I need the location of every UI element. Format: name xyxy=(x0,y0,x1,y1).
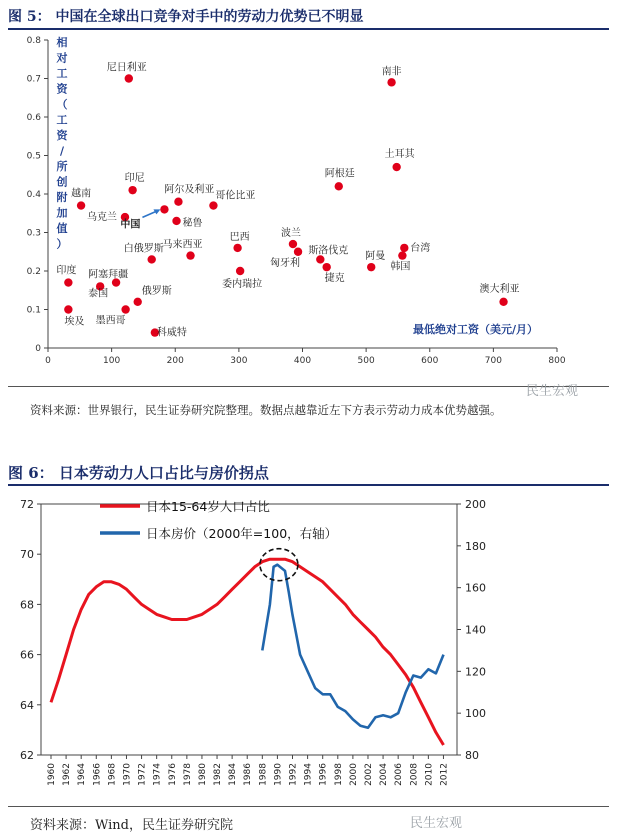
scatter-point xyxy=(294,248,302,256)
scatter-point-label: 印度 xyxy=(56,265,77,277)
x-tick-label: 2000 xyxy=(348,763,359,786)
right-y-tick-label: 180 xyxy=(465,539,486,553)
series-line-labor-share xyxy=(51,559,444,745)
x-tick-label: 2004 xyxy=(379,763,390,786)
figure-5-title: 图 5： 中国在全球出口竞争对手中的劳动力优势已不明显 xyxy=(8,9,364,25)
scatter-point xyxy=(316,255,324,263)
figure-6-title: 图 6： 日本劳动力人口占比与房价拐点 xyxy=(8,464,269,482)
x-tick-label: 2010 xyxy=(424,763,435,786)
scatter-point xyxy=(499,298,507,306)
scatter-x-tick-label: 800 xyxy=(548,356,566,366)
scatter-point-label: 科威特 xyxy=(156,327,187,339)
x-tick-label: 1982 xyxy=(213,763,224,786)
scatter-point xyxy=(186,251,194,259)
scatter-x-tick-label: 200 xyxy=(166,356,184,366)
scatter-ylabel-char: 值 xyxy=(56,222,68,235)
scatter-point xyxy=(77,201,85,209)
x-tick-label: 1996 xyxy=(318,763,329,786)
figure-6-watermark: 民生宏观 xyxy=(410,816,463,831)
scatter-point-label: 白俄罗斯 xyxy=(123,243,164,255)
scatter-x-tick-label: 300 xyxy=(230,356,248,366)
right-y-tick-label: 200 xyxy=(465,498,486,511)
left-y-tick-label: 66 xyxy=(20,648,34,662)
left-y-tick-label: 70 xyxy=(20,548,34,562)
scatter-x-tick-label: 400 xyxy=(293,356,312,366)
scatter-ylabel-char: ） xyxy=(56,237,68,251)
line-chart xyxy=(0,486,617,826)
x-tick-label: 1980 xyxy=(197,763,208,786)
scatter-point-label: 马来西亚 xyxy=(162,239,203,251)
scatter-ylabel-char: 加 xyxy=(56,206,68,220)
x-tick-label: 1962 xyxy=(62,763,73,786)
scatter-point xyxy=(121,305,129,313)
scatter-point-label: 台湾 xyxy=(410,242,431,254)
figure-5-watermark: 民生宏观 xyxy=(526,384,579,399)
scatter-x-tick-label: 500 xyxy=(357,356,375,366)
figure-5-bottom-rule xyxy=(8,386,609,387)
scatter-point xyxy=(64,278,72,286)
scatter-y-tick-label: 0.4 xyxy=(26,190,41,200)
scatter-ylabel-char: 对 xyxy=(56,51,68,65)
scatter-point xyxy=(148,255,156,263)
scatter-point-label: 南非 xyxy=(381,66,402,78)
right-y-tick-label: 100 xyxy=(465,707,486,721)
scatter-point-label: 俄罗斯 xyxy=(141,285,172,297)
left-y-tick-label: 64 xyxy=(20,698,34,712)
figure-6 xyxy=(0,440,617,834)
scatter-point-label: 捷克 xyxy=(324,273,345,285)
scatter-point xyxy=(209,201,217,209)
x-tick-label: 1986 xyxy=(243,763,254,786)
scatter-point-label: 印尼 xyxy=(124,173,145,185)
scatter-point-label: 哥伦比亚 xyxy=(215,190,256,202)
scatter-point-label: 乌克兰 xyxy=(86,212,117,224)
scatter-point-label: 匈牙利 xyxy=(270,257,301,269)
left-y-tick-label: 72 xyxy=(20,498,34,511)
right-y-tick-label: 140 xyxy=(465,623,486,637)
x-tick-label: 1966 xyxy=(92,763,103,786)
scatter-ylabel-char: 资 xyxy=(56,82,68,96)
scatter-x-tick-label: 700 xyxy=(484,356,502,366)
scatter-point-label: 埃及 xyxy=(64,316,85,328)
scatter-chart xyxy=(0,30,617,400)
x-tick-label: 1988 xyxy=(258,763,269,786)
x-tick-label: 1994 xyxy=(303,763,314,786)
scatter-x-tick-label: 0 xyxy=(45,356,51,366)
x-tick-label: 1964 xyxy=(77,763,88,786)
scatter-ylabel xyxy=(56,35,69,251)
scatter-y-tick-label: 0.6 xyxy=(26,113,41,123)
scatter-point-label: 巴西 xyxy=(229,231,250,243)
scatter-point-label: 土耳其 xyxy=(384,149,415,161)
legend-label: 日本房价（2000年=100，右轴） xyxy=(146,526,338,541)
scatter-point xyxy=(134,298,142,306)
scatter-ylabel-char: / xyxy=(59,144,65,158)
scatter-point-label: 斯洛伐克 xyxy=(308,245,349,257)
scatter-point-label: 秘鲁 xyxy=(182,217,203,229)
scatter-point-label: 越南 xyxy=(71,188,92,200)
x-tick-label: 1968 xyxy=(107,763,118,786)
scatter-point xyxy=(174,198,182,206)
scatter-ylabel-char: 工 xyxy=(56,113,68,127)
x-tick-label: 2012 xyxy=(439,763,450,786)
scatter-y-tick-label: 0.5 xyxy=(26,151,41,162)
scatter-ylabel-char: 创 xyxy=(56,175,68,189)
x-tick-label: 2002 xyxy=(363,763,374,786)
x-tick-label: 1978 xyxy=(182,763,193,786)
figure-6-source: 资料来源：Wind，民生证券研究院 xyxy=(30,818,233,833)
scatter-xlabel: 最低绝对工资（美元/月） xyxy=(413,323,539,336)
scatter-point xyxy=(64,305,72,313)
scatter-point xyxy=(367,263,375,271)
series-line-house-price xyxy=(262,565,443,728)
scatter-y-tick-label: 0.7 xyxy=(26,74,41,85)
scatter-point-label: 波兰 xyxy=(280,228,301,240)
scatter-point xyxy=(233,244,241,252)
scatter-point xyxy=(335,182,343,190)
x-tick-label: 1992 xyxy=(288,763,299,786)
scatter-point-label: 阿曼 xyxy=(365,251,386,263)
line-plot-frame xyxy=(41,504,457,755)
x-tick-label: 1970 xyxy=(122,763,133,786)
x-tick-label: 1998 xyxy=(333,763,344,786)
scatter-point-label: 韩国 xyxy=(390,261,411,273)
scatter-point xyxy=(236,267,244,275)
left-y-tick-label: 62 xyxy=(20,749,34,762)
scatter-y-tick-label: 0.2 xyxy=(26,267,41,277)
scatter-point xyxy=(387,78,395,86)
scatter-y-tick-label: 0.3 xyxy=(26,228,41,239)
scatter-x-tick-label: 100 xyxy=(103,356,121,366)
scatter-ylabel-char: （ xyxy=(56,98,68,111)
scatter-point-label: 阿尔及利亚 xyxy=(164,184,215,196)
left-y-tick-label: 68 xyxy=(20,598,34,612)
scatter-point-label: 阿根廷 xyxy=(324,168,355,180)
figure-5-source: 资料来源：世界银行，民生证券研究院整理。数据点越靠近左下方表示劳动力成本优势越强。 xyxy=(30,403,502,417)
scatter-point xyxy=(128,186,136,194)
scatter-ylabel-char: 资 xyxy=(56,129,68,142)
scatter-point xyxy=(289,240,297,248)
x-tick-label: 1960 xyxy=(47,763,57,786)
scatter-x-tick-label: 600 xyxy=(421,356,439,366)
scatter-point-label: 泰国 xyxy=(88,288,109,300)
right-y-tick-label: 120 xyxy=(465,665,486,679)
scatter-point xyxy=(172,217,180,225)
x-tick-label: 2006 xyxy=(394,763,405,786)
scatter-point xyxy=(398,251,406,259)
scatter-point xyxy=(400,244,408,252)
scatter-point xyxy=(160,205,168,213)
scatter-point-label: 阿塞拜疆 xyxy=(88,269,129,281)
scatter-point-label: 墨西哥 xyxy=(95,315,126,327)
scatter-point-label: 尼日利亚 xyxy=(106,62,147,74)
x-tick-label: 1974 xyxy=(152,763,163,786)
scatter-y-tick-label: 0.8 xyxy=(26,36,41,46)
scatter-point xyxy=(322,263,330,271)
scatter-point xyxy=(125,74,133,82)
x-tick-label: 1990 xyxy=(273,763,284,786)
scatter-ylabel-char: 工 xyxy=(56,67,68,80)
x-tick-label: 1972 xyxy=(137,763,148,786)
scatter-point xyxy=(392,163,400,171)
x-tick-label: 1976 xyxy=(167,763,178,786)
x-tick-label: 1984 xyxy=(228,763,239,786)
scatter-ylabel-char: 相 xyxy=(56,36,68,49)
scatter-point-label: 委内瑞拉 xyxy=(222,279,263,290)
x-tick-label: 2008 xyxy=(409,763,420,786)
scatter-point-label: 中国 xyxy=(120,219,141,231)
scatter-ylabel-char: 所 xyxy=(56,160,68,173)
legend-label: 日本15-64岁人口占比 xyxy=(146,499,270,514)
scatter-y-tick-label: 0 xyxy=(35,344,41,354)
scatter-ylabel-char: 附 xyxy=(56,191,68,204)
right-y-tick-label: 160 xyxy=(465,581,486,595)
scatter-point-label: 澳大利亚 xyxy=(479,283,520,295)
scatter-y-tick-label: 0.1 xyxy=(26,305,41,316)
figure-6-bottom-rule xyxy=(8,806,609,807)
right-y-tick-label: 80 xyxy=(465,749,479,762)
